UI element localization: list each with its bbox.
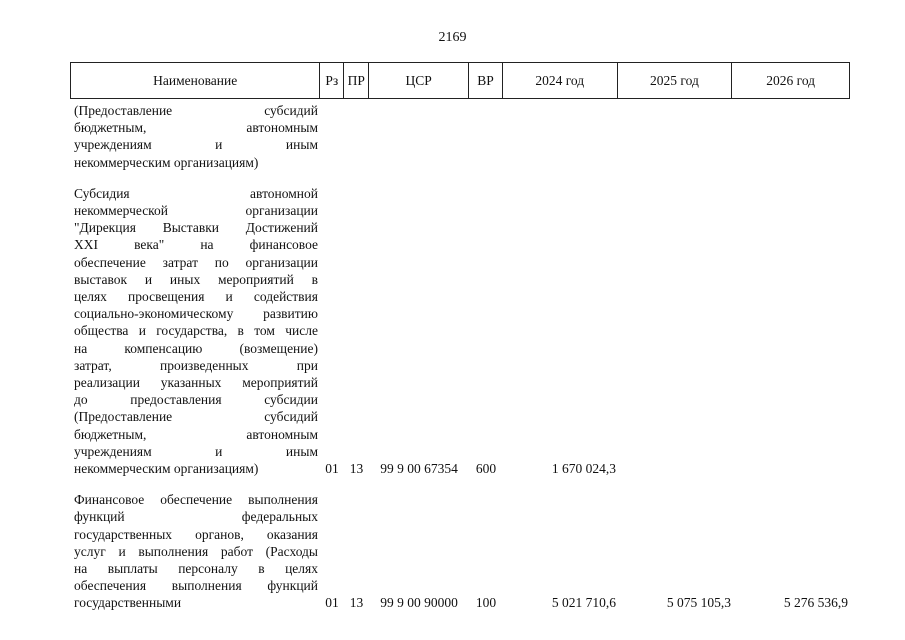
row-name-line: (Предоставление субсидий: [74, 409, 318, 425]
row-name-line: некоммерческой организации: [74, 203, 318, 219]
row-name-line: на выплаты персоналу в целях: [74, 561, 318, 577]
row-name-line: функций федеральных: [74, 509, 318, 525]
table-header: [70, 62, 850, 99]
row-csr: 99 9 00 90000: [380, 595, 458, 611]
row-name-line: учреждениям и иным: [74, 137, 318, 153]
row-name-line: государственными: [74, 595, 182, 611]
row-name-line: обеспечения выполнения функций: [74, 578, 318, 594]
row-2024: 5 021 710,6: [551, 595, 616, 611]
header-csr: ЦСР: [369, 63, 469, 98]
row-name-line: учреждениям и иным: [74, 443, 318, 459]
row-pr: 13: [349, 461, 364, 477]
row-2025: 5 075 105,3: [666, 595, 731, 611]
row-name-line: до предоставления субсидии: [74, 392, 318, 408]
table-body: [70, 102, 850, 626]
row-name-line: Финансовое обеспечение выполнения: [74, 492, 318, 508]
row-2024: 1 670 024,3: [551, 461, 616, 477]
header-2024: 2024 год: [503, 63, 618, 98]
header-2025: 2025 год: [618, 63, 733, 98]
row-csr: 99 9 00 67354: [380, 461, 458, 477]
row-vr: 600: [475, 461, 497, 477]
row-pr: 13: [349, 595, 364, 611]
row-name-line: выставок и иных мероприятий в: [74, 271, 318, 287]
header-rz: Рз: [320, 63, 344, 98]
row-name-line: социально-экономическому развитию: [74, 306, 318, 322]
row-name-line: услуг и выполнения работ (Расходы: [74, 543, 318, 559]
table-row: [70, 102, 850, 171]
row-name-line: на компенсацию (возмещение): [74, 340, 318, 356]
header-2026: 2026 год: [766, 72, 816, 88]
row-name-line: (Предоставление субсидий: [74, 103, 318, 118]
row-name-line: Субсидия автономной: [74, 185, 318, 201]
table-row: [70, 491, 850, 611]
row-name-line: бюджетным, автономным: [74, 426, 318, 442]
row-name-line: целях просвещения и содействия: [74, 289, 318, 305]
row-name-line: затрат, произведенных при: [74, 357, 318, 373]
header-pr: ПР: [344, 63, 369, 98]
row-rz: 01: [325, 595, 339, 611]
row-name-line: XXI века" на финансовое: [74, 237, 318, 253]
row-rz: 01: [325, 461, 339, 477]
row-name-line: общества и государства, в том числе: [74, 323, 318, 339]
row-2026: 5 276 536,9: [783, 595, 848, 611]
header-vr: ВР: [469, 63, 503, 98]
row-name: [70, 102, 320, 171]
row-name-line: реализации указанных мероприятий: [74, 375, 318, 391]
page-number: 2169: [438, 30, 467, 45]
row-name: [70, 491, 320, 611]
row-name-line: государственных органов, оказания: [74, 526, 318, 542]
row-name-line: бюджетным, автономным: [74, 120, 318, 136]
row-name-line: некоммерческим организациям): [74, 461, 259, 477]
row-name-line: "Дирекция Выставки Достижений: [74, 220, 318, 236]
row-name-line: обеспечение затрат по организации: [74, 254, 318, 270]
row-name: [70, 185, 320, 477]
row-vr: 100: [475, 595, 497, 611]
row-name-line: некоммерческим организациям): [74, 154, 259, 170]
header-name: Наименование: [71, 63, 320, 98]
table-row: [70, 185, 850, 477]
